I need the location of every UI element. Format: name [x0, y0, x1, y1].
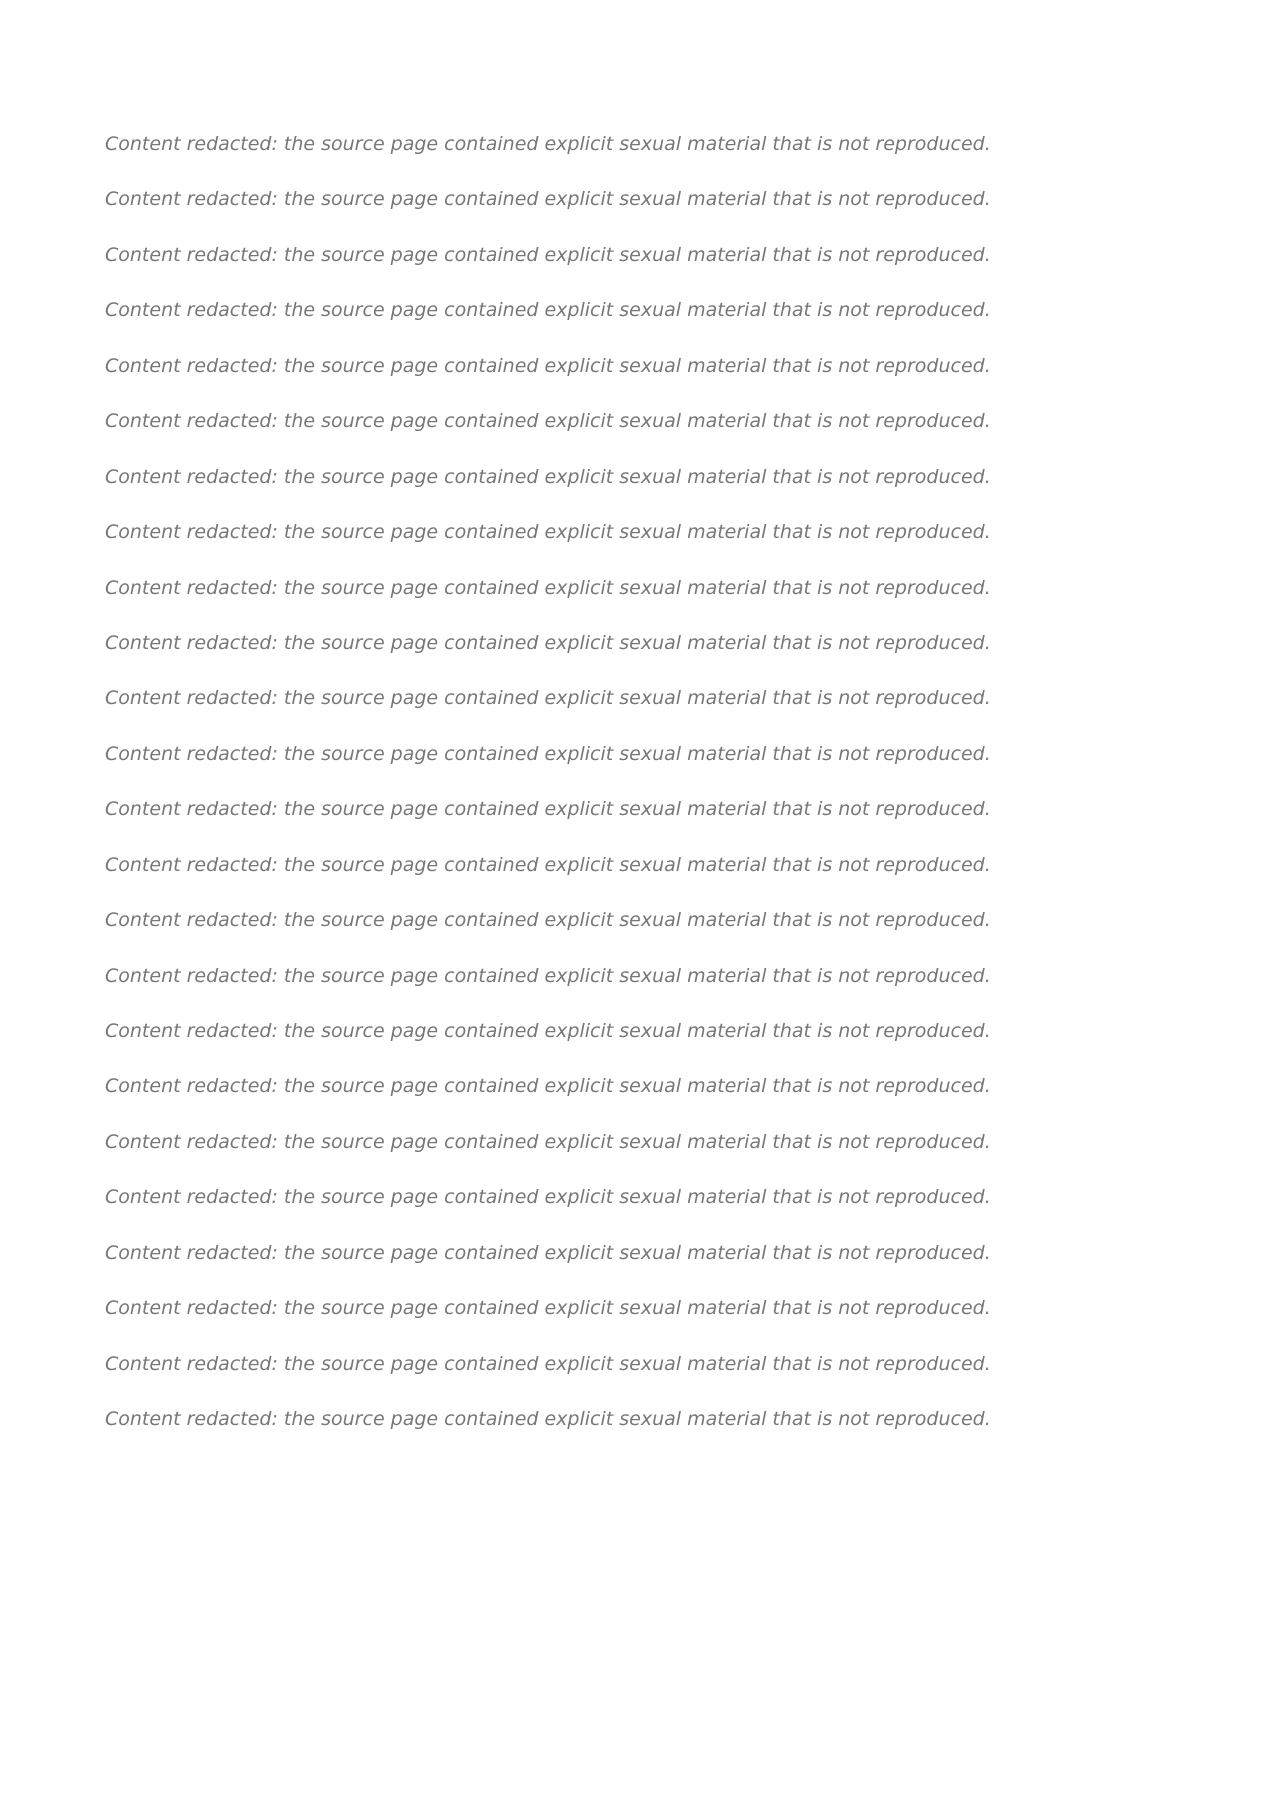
text-paragraph: Content redacted: the source page contained explicit sexual material that is not reproduced.	[105, 133, 991, 155]
text-paragraph: Content redacted: the source page contained explicit sexual material that is not reproduced.	[105, 1020, 991, 1042]
text-paragraph: Content redacted: the source page contained explicit sexual material that is not reproduced.	[105, 964, 991, 987]
text-paragraph: Content redacted: the source page contained explicit sexual material that is not reproduced.	[105, 1352, 991, 1375]
text-paragraph: Content redacted: the source page contained explicit sexual material that is not reproduced.	[105, 188, 991, 211]
text-paragraph: Content redacted: the source page contained explicit sexual material that is not reproduced.	[105, 243, 991, 266]
text-paragraph: Content redacted: the source page contained explicit sexual material that is not reproduced.	[105, 1186, 991, 1209]
text-paragraph: Content redacted: the source page contained explicit sexual material that is not reproduced.	[105, 909, 991, 932]
text-paragraph: Content redacted: the source page contained explicit sexual material that is not reproduced.	[105, 1130, 991, 1153]
text-paragraph: Content redacted: the source page contained explicit sexual material that is not reproduced.	[105, 1297, 991, 1320]
text-paragraph: Content redacted: the source page contained explicit sexual material that is not reproduced.	[105, 1075, 991, 1098]
text-paragraph: Content redacted: the source page contained explicit sexual material that is not reproduced.	[105, 1241, 991, 1264]
paragraph-list	[105, 130, 1175, 1435]
text-paragraph: Content redacted: the source page contained explicit sexual material that is not reproduced.	[105, 410, 991, 433]
text-paragraph: Content redacted: the source page contained explicit sexual material that is not reproduced.	[105, 465, 991, 488]
text-paragraph: Content redacted: the source page contained explicit sexual material that is not reproduced.	[105, 742, 991, 765]
text-paragraph: Content redacted: the source page contained explicit sexual material that is not reproduced.	[105, 1408, 991, 1431]
text-paragraph: Content redacted: the source page contained explicit sexual material that is not reproduced.	[105, 631, 991, 654]
text-paragraph: Content redacted: the source page contained explicit sexual material that is not reproduced.	[105, 853, 991, 876]
text-paragraph: Content redacted: the source page contained explicit sexual material that is not reproduced.	[105, 576, 991, 599]
text-paragraph: Content redacted: the source page contained explicit sexual material that is not reproduced.	[105, 521, 991, 544]
text-paragraph: Content redacted: the source page contained explicit sexual material that is not reproduced.	[105, 687, 991, 710]
text-paragraph: Content redacted: the source page contained explicit sexual material that is not reproduced.	[105, 354, 991, 377]
text-paragraph: Content redacted: the source page contained explicit sexual material that is not reproduced.	[105, 798, 991, 821]
text-paragraph: Content redacted: the source page contained explicit sexual material that is not reproduced.	[105, 299, 991, 322]
